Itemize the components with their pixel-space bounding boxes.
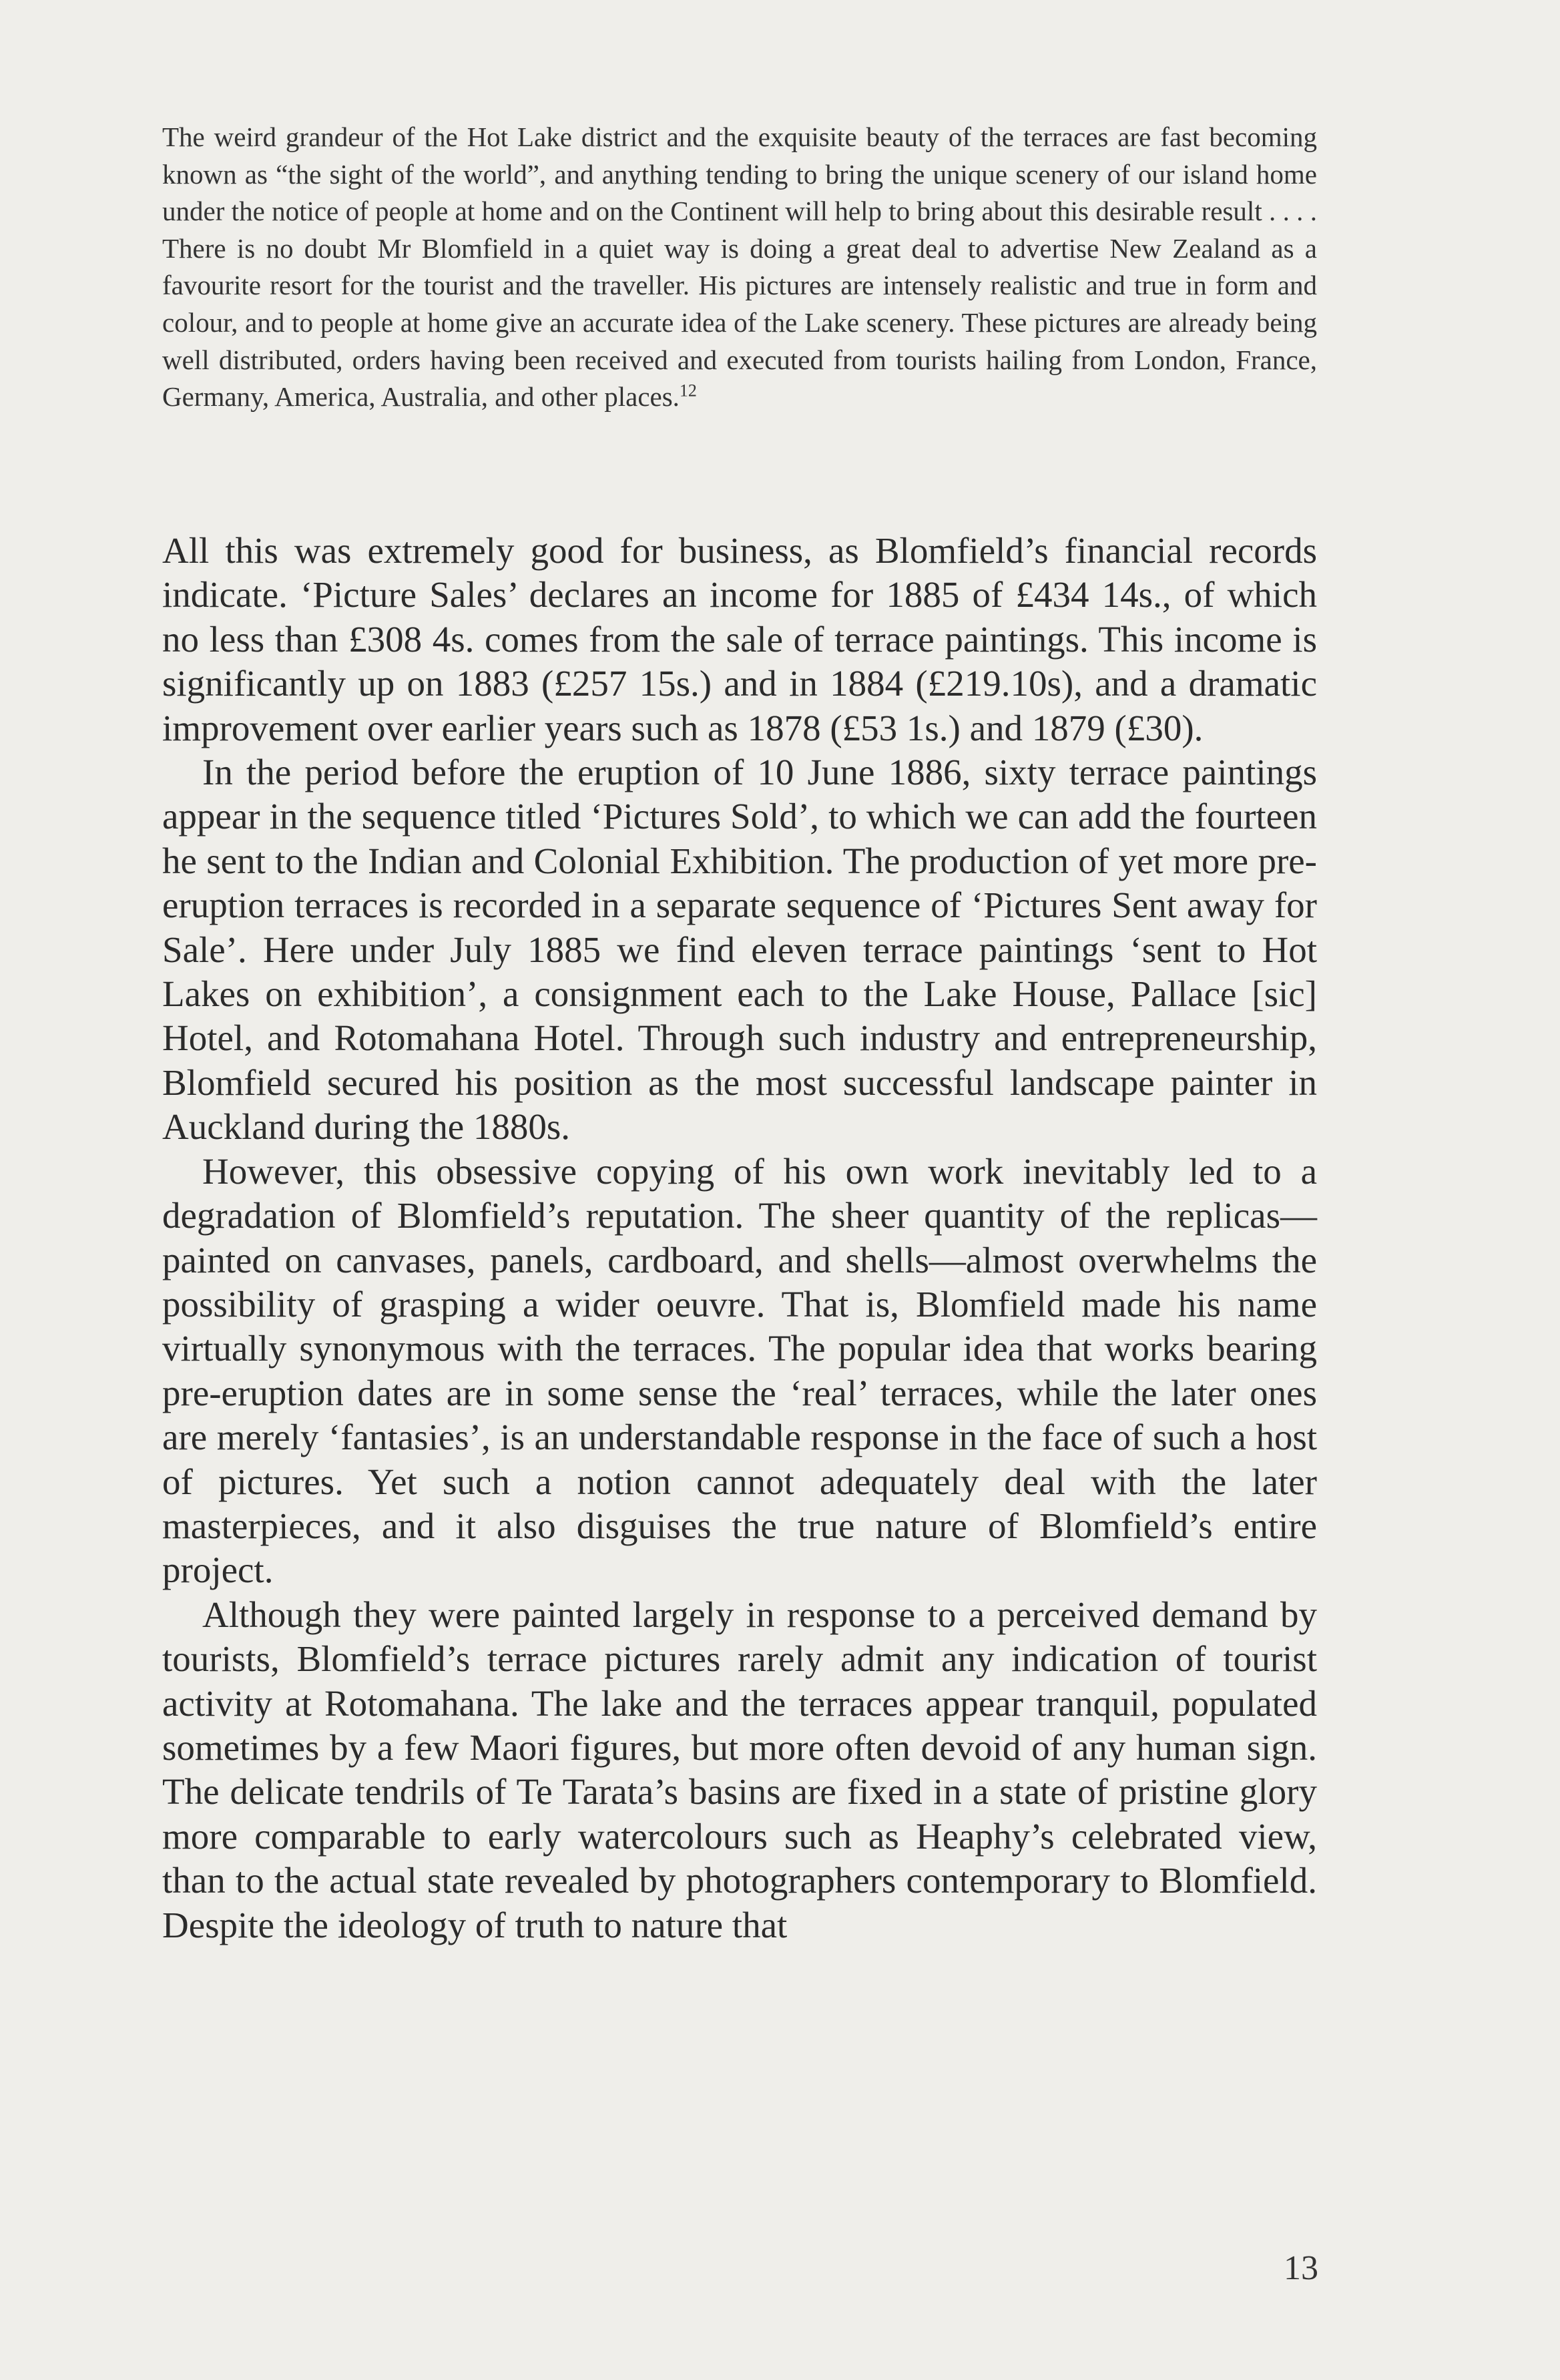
paragraph: In the period before the eruption of 10 June 1886, sixty terrace paintings appear in the sequence titled ‘Pictures Sold’, to which we can add the fourteen he sent to the Indian and Colonial Exhibition. The production of yet more pre-eruption terraces is recorded in a separate sequence of ‘Pictures Sent away for Sale’. Here under July 1885 we find eleven terrace paintings ‘sent to Hot Lakes on exhibition’, a consignment each to the Lake House, Pallace [sic] Hotel, and Rotomahana Hotel. Through such industry and entrepreneurship, Blomfield secured his position as the most successful landscape painter in Auckland during the 1880s.: [162, 752, 1317, 1148]
page-number: 13: [1284, 2249, 1318, 2287]
paragraph: Although they were painted largely in response to a perceived demand by tourists, Blomfield’s terrace pictures rarely admit any indication of tourist activity at Rotomahana. The lake and the terraces appear tranquil, populated sometimes by a few Maori figures, but more often devoid of any human sign. The delicate tendrils of Te Tarata’s basins are fixed in a state of pristine glory more comparable to early watercolours such as Heaphy’s celebrated view, than to the actual state revealed by photographers contemporary to Blomfield. Despite the ideology of truth to nature that: [162, 1594, 1317, 1945]
paragraph: All this was extremely good for business, as Blomfield’s financial records indicate. ‘Picture Sales’ declares an income for 1885 of £434 14s., of which no less than £308 4s. comes from the sale of terrace paintings. This income is significantly up on 1883 (£257 15s.) and in 1884 (£219.10s), and a dramatic improvement over earlier years such as 1878 (£53 1s.) and 1879 (£30).: [162, 530, 1317, 748]
body-text: [162, 529, 1317, 1947]
footnote-reference: 12: [679, 381, 697, 401]
block-quote-text: The weird grandeur of the Hot Lake district and the exquisite beauty of the terraces are fast becoming known as “the sight of the world”, and anything tending to bring the unique scenery of our island home under the notice of people at home and on the Continent will help to bring about this desirable result . . . . There is no doubt Mr Blomfield in a quiet way is doing a great deal to advertise New Zealand as a favourite resort for the tourist and the traveller. His pictures are intensely realistic and true in form and colour, and to people at home give an accurate idea of the Lake scenery. These pictures are already being well distributed, orders having been received and executed from tourists hailing from London, France, Germany, America, Australia, and other places.: [162, 122, 1317, 413]
paragraph: However, this obsessive copying of his own work inevitably led to a degradation of Blomfield’s reputation. The sheer quantity of the replicas—painted on canvases, panels, cardboard, and shells—almost overwhelms the possibility of grasping a wider oeuvre. That is, Blomfield made his name virtually synonymous with the terraces. The popular idea that works bearing pre-eruption dates are in some sense the ‘real’ terraces, while the later ones are merely ‘fantasies’, is an understandable response in the face of such a host of pictures. Yet such a notion cannot adequately deal with the later masterpieces, and it also disguises the true nature of Blomfield’s entire project.: [162, 1150, 1317, 1591]
block-quote: [162, 119, 1317, 416]
